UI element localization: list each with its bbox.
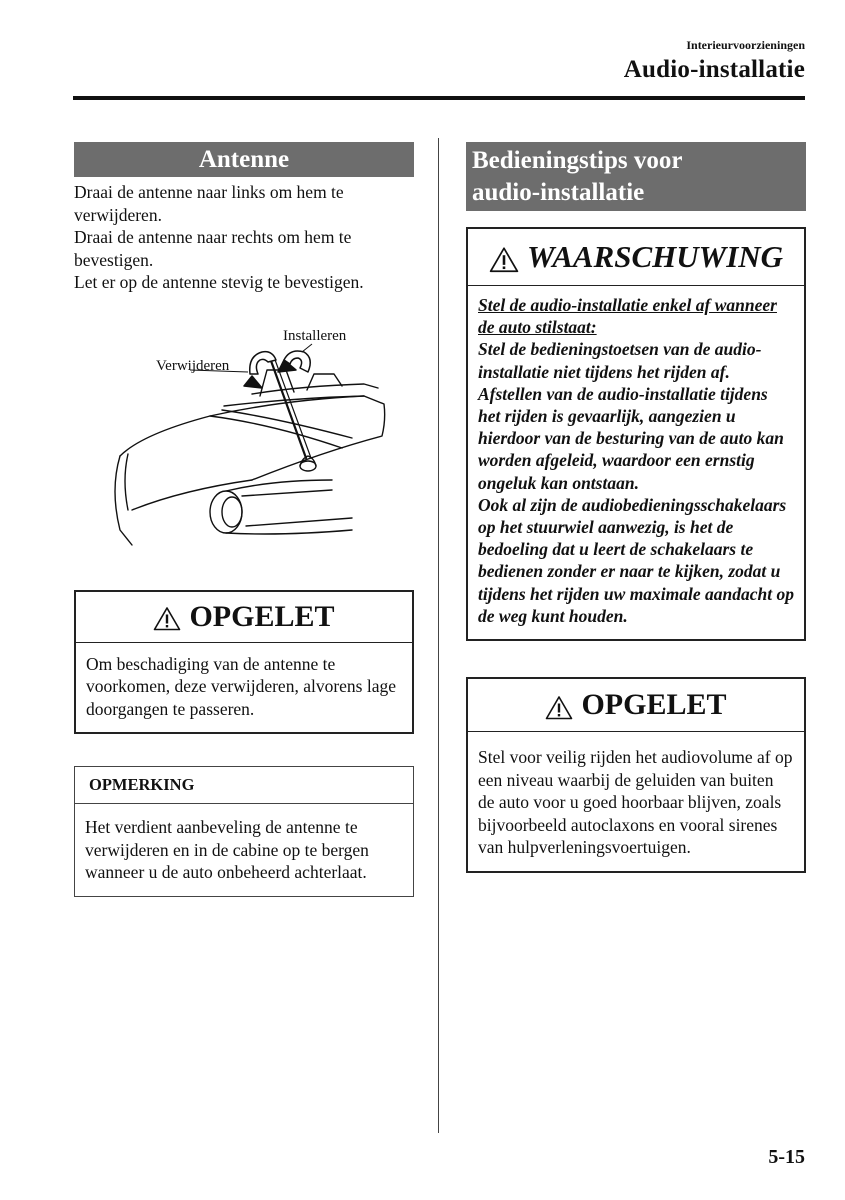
tips-warning-box (466, 227, 806, 641)
tips-warning-text2: Ook al zijn de audiobedieningsschakelaars op het stuurwiel aanwezig, is het de bedoeling dat u leert de schakelaars te bedienen zonder er naar te kijken, zodat u tijdens het rijden uw maximale aandacht op de weg kunt houden. (478, 494, 795, 626)
tips-section-title (466, 142, 806, 211)
antenne-note-box (74, 766, 414, 897)
antenne-caution-text: Om beschadiging van de antenne te voorkomen, deze verwijderen, alvorens lage doorgangen te passeren. (86, 653, 397, 719)
warning-triangle-icon (153, 606, 181, 631)
antenne-paragraph-install: Draai de antenne naar rechts om hem te bevestigen. (74, 227, 352, 270)
tips-caution-title: OPGELET (581, 688, 727, 722)
antenne-instructions (74, 181, 414, 294)
page-number: 5-15 (768, 1146, 805, 1168)
antenne-note-title: OPMERKING (75, 767, 413, 804)
antenne-caution-header (76, 592, 412, 643)
tips-warning-header (468, 229, 804, 286)
tips-title-line1: Bedieningstips voor (472, 147, 683, 174)
antenne-caution-box (74, 590, 414, 735)
tips-caution-header (468, 679, 804, 732)
column-divider (438, 138, 439, 1133)
antenna-illustration (102, 327, 392, 560)
car-rear-antenna-drawing (102, 327, 392, 560)
tips-caution-box (466, 677, 806, 873)
tips-caution-text: Stel voor veilig rijden het audiovolume af op een niveau waarbij de geluiden van buiten de auto voor u goed hoorbaar blijven, zoals bijvoorbeeld autoclaxons en vooral sirenes van hulpverleningsvoertuigen. (478, 747, 793, 858)
tips-warning-underline: Stel de audio-installatie enkel af wanneer de auto stilstaat: (478, 295, 777, 338)
header-rule (73, 96, 805, 100)
tips-warning-body (468, 286, 804, 639)
tips-column (466, 142, 806, 873)
antenne-paragraph-secure: Let er op de antenne stevig te bevestigen. (74, 272, 364, 292)
tips-title-line2: audio-installatie (472, 179, 645, 206)
label-installeren: Installeren (283, 327, 347, 344)
label-verwijderen: Verwijderen (156, 357, 230, 374)
antenne-column (74, 142, 414, 897)
warning-triangle-icon (489, 246, 519, 273)
antenne-paragraph-remove: Draai de antenne naar links om hem te verwijderen. (74, 182, 344, 225)
header-section-label: Interieurvoorzieningen (686, 38, 805, 52)
page-title: Audio-installatie (623, 56, 805, 83)
tips-warning-title: WAARSCHUWING (526, 239, 784, 274)
antenne-caution-title: OPGELET (189, 599, 335, 633)
warning-triangle-icon (545, 695, 573, 720)
tips-warning-text1: Stel de bedieningstoetsen van de audio-installatie niet tijdens het rijden af. Afstellen van de audio-installatie tijdens het rijden is gevaarlijk, aangezien u hierdoor van de besturing van de auto kan worden afgeleid, waardoor een ernstig ongeluk kan ontstaan. (478, 339, 784, 493)
antenne-section-title: Antenne (74, 142, 414, 177)
antenne-note-text: Het verdient aanbeveling de antenne te verwijderen en in de cabine op te bergen wanneer u de auto onbeheerd achterlaat. (85, 817, 369, 882)
